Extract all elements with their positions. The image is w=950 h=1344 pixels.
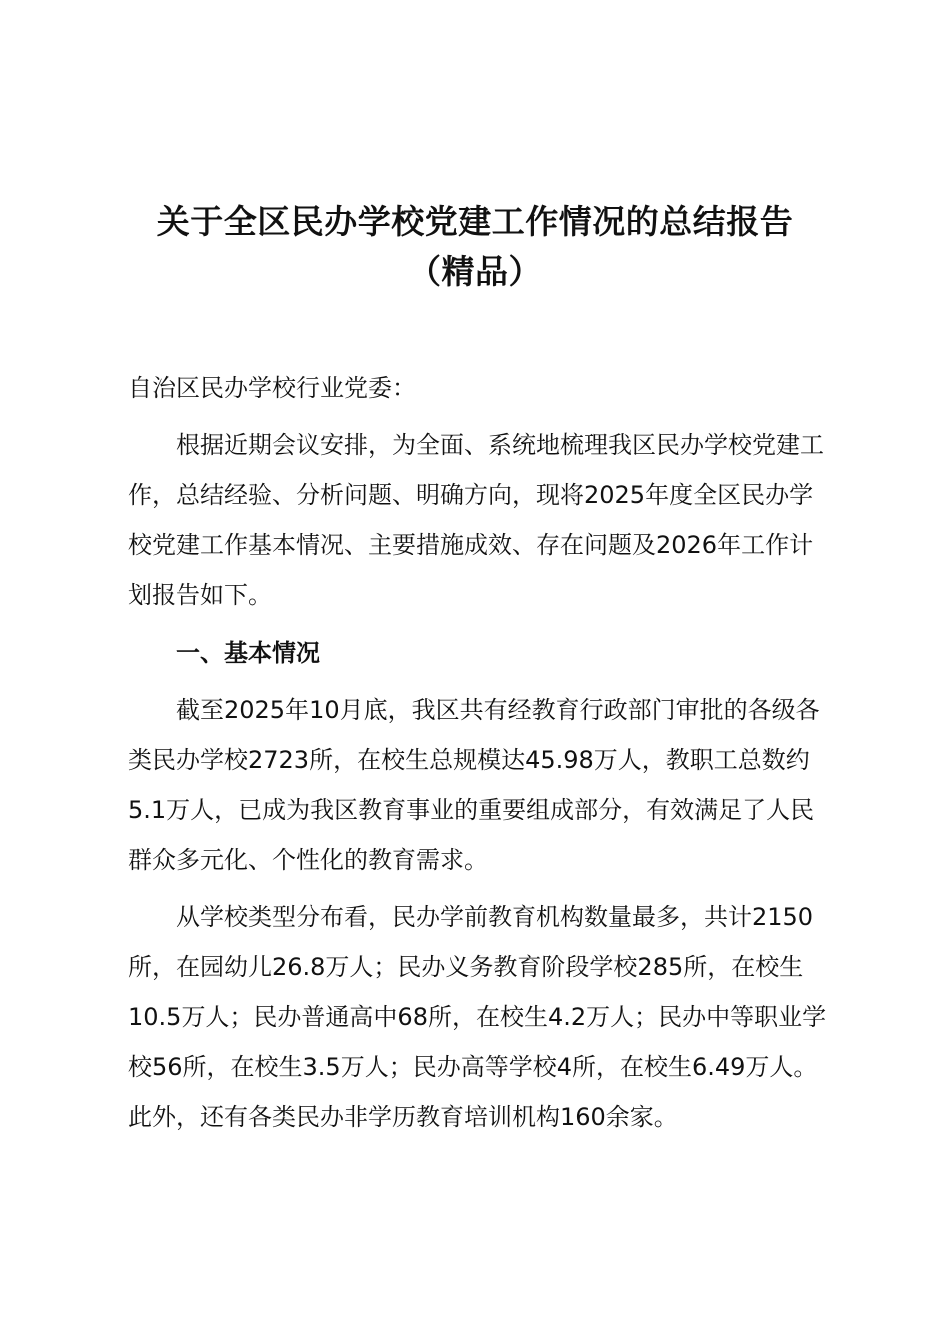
section-heading-basic-situation: 一、基本情况 xyxy=(176,639,320,667)
school-type-distribution-paragraph: 从学校类型分布看，民办学前教育机构数量最多，共计2150所，在园幼儿26.8万人；民办义务教育阶段学校285所，在校生10.5万人；民办普通高中68所，在校生4.2万人；民办中等职业学校56所，在校生3.5万人；民办高等学校4所，在校生6.49万人。此外，还有各类民办非学历教育培训机构160余家。 xyxy=(128,903,827,1131)
school-statistics-paragraph: 截至2025年10月底，我区共有经教育行政部门审批的各级各类民办学校2723所，在校生总规模达45.98万人，教职工总数约5.1万人，已成为我区教育事业的重要组成部分，有效满足了人民群众多元化、个性化的教育需求。 xyxy=(128,696,820,874)
document-title-suffix: （精品） xyxy=(408,252,542,291)
salutation: 自治区民办学校行业党委： xyxy=(128,374,416,402)
document-title: 关于全区民办学校党建工作情况的总结报告 xyxy=(156,202,794,241)
intro-paragraph: 根据近期会议安排，为全面、系统地梳理我区民办学校党建工作，总结经验、分析问题、明确方向，现将2025年度全区民办学校党建工作基本情况、主要措施成效、存在问题及2026年工作计划报告如下。 xyxy=(128,431,824,609)
